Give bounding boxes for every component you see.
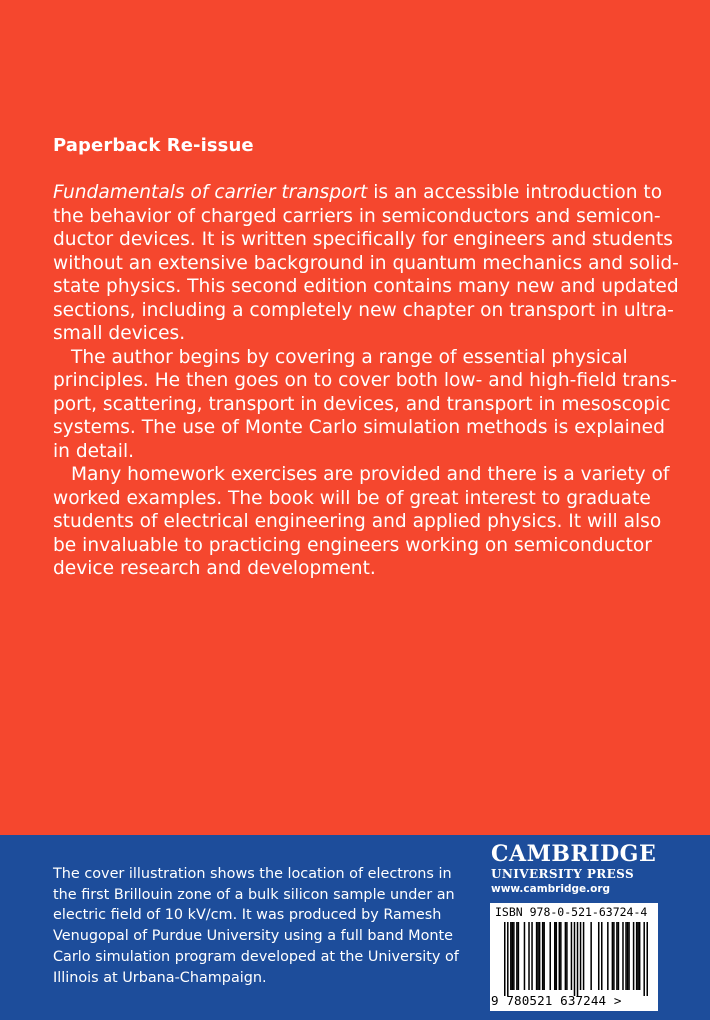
book-title: Fundamentals of carrier transport: [53, 182, 368, 203]
publisher-subname: UNIVERSITY PRESS: [491, 867, 635, 881]
footer-panel: [0, 835, 710, 1020]
barcode-bar: [613, 922, 615, 990]
barcode-block: [490, 903, 658, 1011]
publisher-url: www.cambridge.org: [491, 883, 611, 895]
barcode-digits: 9 780521 637244 >: [491, 993, 622, 1008]
barcode-bar: [524, 922, 526, 990]
barcode-bar: [543, 922, 545, 990]
barcode-bar: [537, 922, 539, 990]
barcode-bar: [580, 922, 582, 990]
barcode-bar: [542, 922, 544, 990]
barcode-bar: [627, 922, 629, 990]
blurb-line: students of electrical engineering and applied physics. It will also: [53, 511, 662, 532]
barcode-bar: [577, 922, 579, 996]
barcode-bar: [590, 922, 592, 990]
barcode-bar: [512, 922, 514, 990]
barcode-bar: [646, 922, 648, 996]
barcode-bar: [549, 922, 551, 990]
barcode-bar: [633, 922, 635, 990]
caption-line: The cover illustration shows the location of electrons in: [53, 866, 452, 882]
blurb-line: Many homework exercises are provided and there is a variety of: [71, 464, 670, 485]
caption-line: Carlo simulation program developed at the University of: [53, 948, 459, 965]
blurb-paragraph-2: [53, 346, 677, 464]
barcode-bar: [513, 922, 515, 990]
blurb-line: The author begins by covering a range of essential physical: [71, 346, 628, 368]
blurb-paragraph-3: [53, 463, 670, 581]
blurb-line: sections, including a completely new chapter on transport in ultra-: [53, 299, 674, 321]
barcode-bar: [528, 922, 530, 990]
barcode-bar: [643, 922, 645, 996]
barcode-bar: [607, 922, 609, 990]
blurb-line: worked examples. The book will be of great interest to graduate: [53, 487, 651, 509]
barcode-bar: [598, 922, 600, 990]
barcode-bar: [637, 922, 639, 990]
barcode-bar: [601, 922, 603, 990]
barcode: [504, 922, 648, 996]
barcode-bar: [618, 922, 620, 990]
blurb-line: small devices.: [53, 323, 186, 344]
barcode-bar: [560, 922, 562, 990]
barcode-bar: [571, 922, 573, 990]
barcode-bar: [518, 922, 520, 990]
barcode-bar: [583, 922, 585, 990]
blurb-line: be invaluable to practicing engineers working on semiconductor: [53, 534, 652, 556]
barcode-bar: [539, 922, 541, 990]
barcode-bar: [531, 922, 533, 990]
barcode-bar: [516, 922, 518, 990]
blurb-line: state physics. This second edition contains many new and updated: [53, 276, 679, 297]
barcode-bar: [639, 922, 641, 990]
barcode-bar: [612, 922, 614, 990]
barcode-bar: [566, 922, 568, 990]
publisher-logo: [491, 841, 661, 897]
barcode-bar: [628, 922, 630, 990]
blurb-line: Fundamentals of carrier transport is an accessible introduction to: [53, 182, 663, 203]
barcode-bar: [625, 922, 627, 990]
blurb-line: systems. The use of Monte Carlo simulation methods is explained: [53, 417, 665, 438]
barcode-bar: [636, 922, 638, 990]
barcode-bar: [510, 922, 512, 990]
barcode-bar: [574, 922, 576, 996]
caption-line: electric field of 10 kV/cm. It was produced by Ramesh: [53, 907, 442, 924]
caption-line: Venugopal of Purdue University using a full band Monte: [53, 928, 454, 945]
blurb: [53, 181, 679, 581]
isbn-label: ISBN 978-0-521-63724-4: [495, 905, 648, 919]
barcode-bar: [622, 922, 624, 990]
edition-heading: Paperback Re-issue: [53, 135, 254, 156]
blurb-line: port, scattering, transport in devices, and transport in mesoscopic: [53, 393, 671, 415]
barcode-bar: [507, 922, 509, 996]
blurb-line: ductor devices. It is written specifically for engineers and students: [53, 229, 673, 250]
caption-line: the first Brillouin zone of a bulk silicon sample under an: [53, 886, 455, 903]
blurb-line: device research and development.: [53, 558, 376, 579]
barcode-bar: [565, 922, 567, 990]
blurb-paragraph-1: [53, 181, 679, 346]
barcode-bar: [504, 922, 506, 996]
cover-illustration-caption: [53, 864, 459, 988]
blurb-line: principles. He then goes on to cover both low- and high-field trans-: [53, 370, 677, 391]
blurb-line: without an extensive background in quantum mechanics and solid-: [53, 252, 679, 274]
barcode-bar: [554, 922, 556, 990]
barcode-bar: [616, 922, 618, 990]
blurb-line: in detail.: [53, 440, 135, 462]
publisher-name: CAMBRIDGE: [491, 841, 657, 867]
barcode-bar: [556, 922, 558, 990]
barcode-bar: [559, 922, 561, 990]
barcode-bar: [536, 922, 538, 990]
caption-line: Illinois at Urbana-Champaign.: [53, 969, 267, 986]
blurb-line: the behavior of charged carriers in semiconductors and semicon-: [53, 205, 661, 227]
